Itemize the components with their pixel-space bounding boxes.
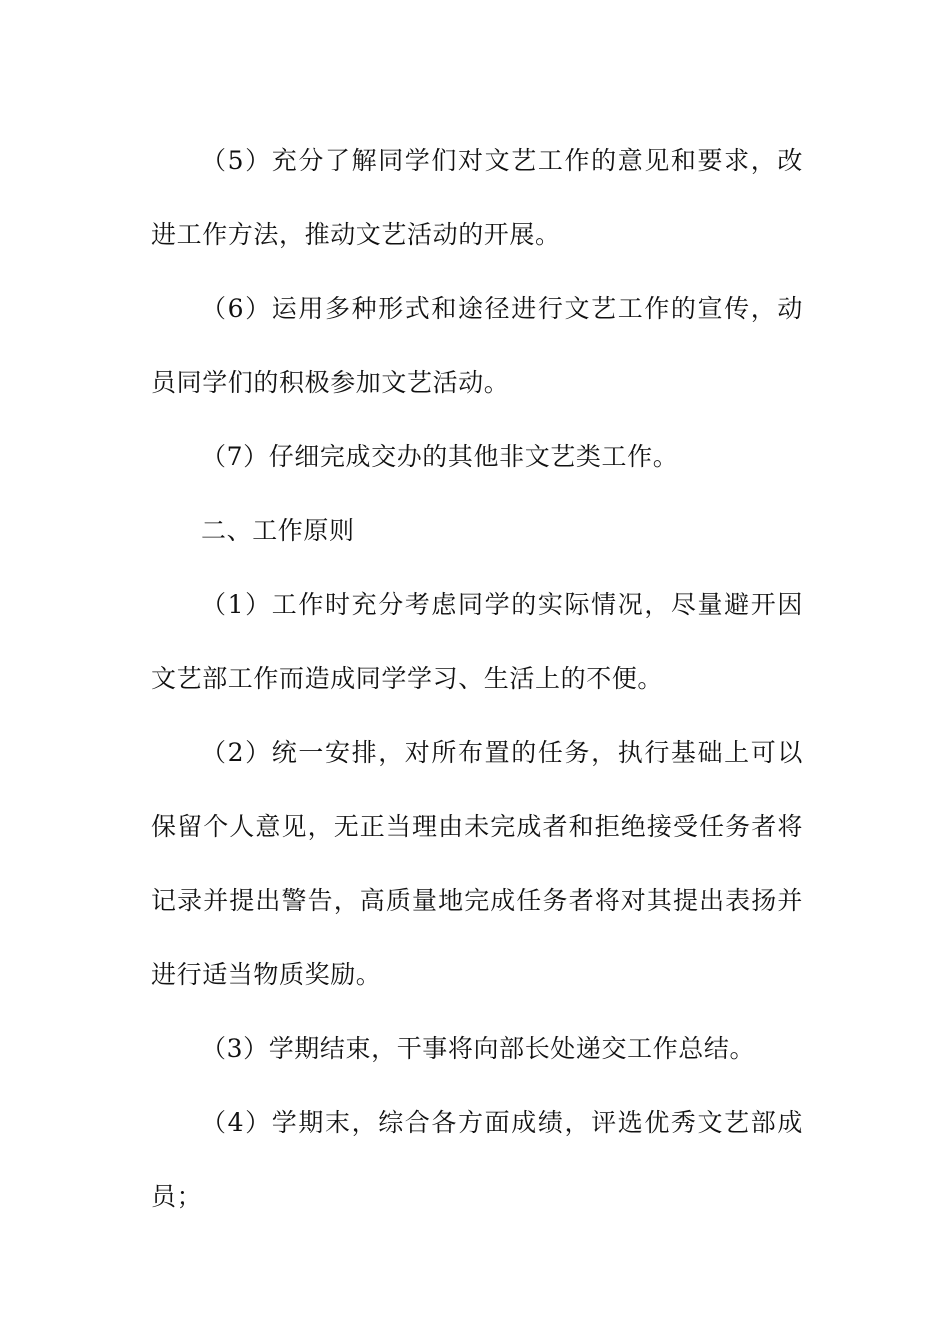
document-body bbox=[151, 124, 803, 1234]
paragraph-principle-3: （3）学期结束，干事将向部长处递交工作总结。 bbox=[201, 1034, 756, 1063]
paragraph-principle-2: （2）统一安排，对所布置的任务，执行基础上可以保留个人意见，无正当理由未完成者和拒绝接受任务者将记录并提出警告，高质量地完成任务者将对其提出表扬并进行适当物质奖励。 bbox=[151, 738, 803, 989]
paragraph-duty-5: （5）充分了解同学们对文艺工作的意见和要求，改进工作方法，推动文艺活动的开展。 bbox=[151, 146, 803, 249]
section-heading-work-principles: 二、工作原则 bbox=[201, 516, 355, 545]
paragraph-duty-6: （6）运用多种形式和途径进行文艺工作的宣传，动员同学们的积极参加文艺活动。 bbox=[151, 294, 803, 397]
paragraph-duty-7: （7）仔细完成交办的其他非文艺类工作。 bbox=[201, 442, 679, 471]
paragraph-principle-1: （1）工作时充分考虑同学的实际情况，尽量避开因文艺部工作而造成同学学习、生活上的不便。 bbox=[151, 590, 803, 693]
paragraph-principle-4: （4）学期末，综合各方面成绩，评选优秀文艺部成员； bbox=[151, 1108, 803, 1211]
